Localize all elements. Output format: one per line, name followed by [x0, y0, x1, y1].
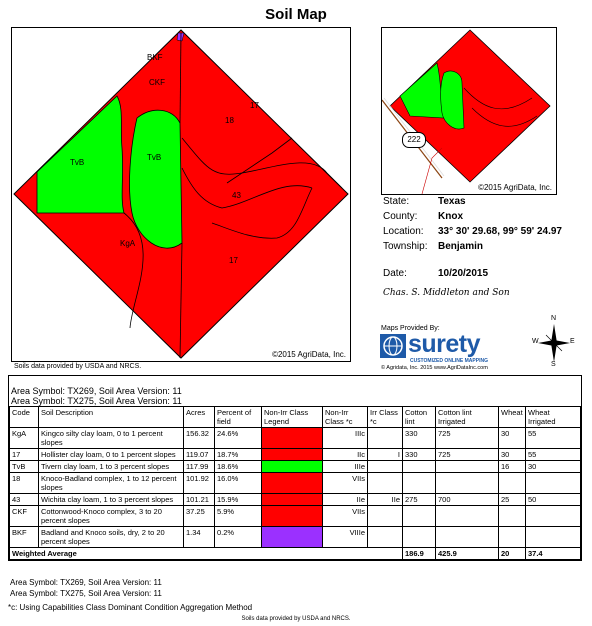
logo-provided-by: Maps Provided By:: [381, 325, 440, 332]
map-unit-tvb-center: [130, 110, 182, 248]
compass-w: W: [532, 338, 539, 345]
table-row[interactable]: [10, 461, 581, 473]
legend-swatch: [262, 461, 323, 473]
cell-pct: 5.9%: [215, 506, 262, 527]
col-nonirr-legend: Non-Irr Class Legend: [262, 407, 323, 428]
cell-wheat: 30: [499, 428, 526, 449]
map-label-43: 43: [232, 191, 241, 200]
cell-pct: 24.6%: [215, 428, 262, 449]
location-label: Location:: [383, 226, 424, 237]
weighted-wheat-irr: 37.4: [526, 548, 581, 560]
date-label: Date:: [383, 268, 407, 279]
cell-cotton: [403, 461, 436, 473]
cell-code: 18: [10, 473, 39, 494]
cell-acres: 37.25: [184, 506, 215, 527]
weighted-cotton-irr: 425.9: [436, 548, 499, 560]
weighted-average-row: [10, 548, 581, 560]
cell-nonirr: VIIs: [323, 506, 368, 527]
cell-nonirr: VIIs: [323, 473, 368, 494]
cell-code: TvB: [10, 461, 39, 473]
col-irr-class: Irr Class *c: [368, 407, 403, 428]
cell-cotton-irr: [436, 473, 499, 494]
main-soil-map[interactable]: [11, 27, 351, 362]
legend-swatch: [262, 449, 323, 461]
cell-wheat: [499, 527, 526, 548]
logo-brand[interactable]: surety: [408, 330, 481, 358]
col-acres: Acres: [184, 407, 215, 428]
cell-cotton: [403, 527, 436, 548]
cell-nonirr: IIc: [323, 449, 368, 461]
inset-map-copyright: ©2015 AgriData, Inc.: [478, 183, 552, 192]
cell-wheat: 25: [499, 494, 526, 506]
cell-wheat: 16: [499, 461, 526, 473]
cell-wheat-irr: [526, 506, 581, 527]
cell-irr: [368, 473, 403, 494]
weighted-average-label: Weighted Average: [10, 548, 403, 560]
map-label-kga: KgA: [120, 239, 136, 248]
col-nonirr-class: Non-Irr Class *c: [323, 407, 368, 428]
cell-desc: Knoco-Badland complex, 1 to 12 percent slopes: [39, 473, 184, 494]
footer-area-symbol-2: Area Symbol: TX275, Soil Area Version: 11: [10, 589, 162, 598]
cell-code: KgA: [10, 428, 39, 449]
page-title: Soil Map: [265, 6, 327, 23]
cell-wheat-irr: [526, 527, 581, 548]
weighted-cotton: 186.9: [403, 548, 436, 560]
col-cotton: Cotton lint: [403, 407, 436, 428]
map-label-ckf: CKF: [149, 78, 165, 87]
cell-nonirr: IIIe: [323, 461, 368, 473]
footer-area-symbol-1: Area Symbol: TX269, Soil Area Version: 11: [10, 578, 162, 587]
cell-desc: Hollister clay loam, 0 to 1 percent slopes: [39, 449, 184, 461]
map-label-18: 18: [225, 116, 234, 125]
cell-desc: Kingco silty clay loam, 0 to 1 percent slopes: [39, 428, 184, 449]
cell-pct: 18.7%: [215, 449, 262, 461]
township-label: Township:: [383, 241, 428, 252]
cell-cotton: [403, 473, 436, 494]
weighted-wheat: 20: [499, 548, 526, 560]
cell-acres: 1.34: [184, 527, 215, 548]
legend-swatch: [262, 494, 323, 506]
cell-wheat-irr: [526, 473, 581, 494]
county-label: County:: [383, 211, 418, 222]
table-row[interactable]: [10, 449, 581, 461]
col-cotton-irr: Cotton lint Irrigated: [436, 407, 499, 428]
township-value: Benjamin: [438, 241, 484, 252]
table-header-row: [10, 407, 581, 428]
compass-e: E: [570, 338, 575, 345]
map-unit-tvb-left: [37, 96, 124, 213]
map-label-17: 17: [229, 256, 238, 265]
cell-code: 17: [10, 449, 39, 461]
soil-table: [9, 406, 581, 560]
cell-desc: Wichita clay loam, 1 to 3 percent slopes: [39, 494, 184, 506]
cell-pct: 16.0%: [215, 473, 262, 494]
cell-code: CKF: [10, 506, 39, 527]
table-area-symbol-1: Area Symbol: TX269, Soil Area Version: 11: [11, 386, 182, 396]
legend-swatch: [262, 428, 323, 449]
surety-globe-icon: [380, 334, 406, 358]
legend-swatch: [262, 506, 323, 527]
cell-irr: [368, 428, 403, 449]
cell-cotton: 275: [403, 494, 436, 506]
col-description: Soil Description: [39, 407, 184, 428]
map-label-bkf: BKF: [147, 53, 163, 62]
table-row[interactable]: [10, 527, 581, 548]
cell-desc: Cottonwood-Knoco complex, 3 to 20 percent slopes: [39, 506, 184, 527]
cell-code: BKF: [10, 527, 39, 548]
cell-desc: Tivern clay loam, 1 to 3 percent slopes: [39, 461, 184, 473]
footer-method-note: *c: Using Capabilities Class Dominant Condition Aggregation Method: [8, 603, 253, 612]
cell-nonirr: IIe: [323, 494, 368, 506]
logo-footer: © Agridata, Inc. 2015 www.AgriDataInc.com: [381, 365, 488, 371]
main-map-copyright: ©2015 AgriData, Inc.: [272, 350, 346, 359]
inset-map-svg: [382, 28, 556, 194]
cell-cotton-irr: 725: [436, 428, 499, 449]
cell-cotton-irr: [436, 527, 499, 548]
legend-swatch: [262, 473, 323, 494]
cell-cotton-irr: 725: [436, 449, 499, 461]
cell-irr: I: [368, 449, 403, 461]
cell-cotton-irr: 700: [436, 494, 499, 506]
map-label-tvb-left: TvB: [70, 158, 85, 167]
cell-irr: IIe: [368, 494, 403, 506]
cell-irr: [368, 527, 403, 548]
compass-s: S: [551, 361, 556, 368]
cell-desc: Badland and Knoco soils, dry, 2 to 20 percent slopes: [39, 527, 184, 548]
cell-acres: 101.21: [184, 494, 215, 506]
cell-cotton: 330: [403, 428, 436, 449]
map-label-tvb-center: TvB: [147, 153, 162, 162]
cell-irr: [368, 506, 403, 527]
logo-tagline: CUSTOMIZED ONLINE MAPPING: [410, 358, 488, 364]
soil-map-svg: [12, 28, 350, 361]
cell-nonirr: VIIIe: [323, 527, 368, 548]
table-row[interactable]: [10, 428, 581, 449]
table-row[interactable]: [10, 494, 581, 506]
col-percent: Percent of field: [215, 407, 262, 428]
table-row[interactable]: [10, 473, 581, 494]
cell-acres: 117.99: [184, 461, 215, 473]
map-label-17-top: 17: [250, 101, 259, 110]
state-value: Texas: [438, 196, 466, 207]
soil-table-panel: [8, 375, 582, 561]
cell-pct: 0.2%: [215, 527, 262, 548]
cell-cotton-irr: [436, 506, 499, 527]
col-wheat: Wheat: [499, 407, 526, 428]
location-value: 33° 30' 29.68, 99° 59' 24.97: [438, 226, 562, 237]
cell-acres: 156.32: [184, 428, 215, 449]
cell-wheat: [499, 506, 526, 527]
table-row[interactable]: [10, 506, 581, 527]
road-shield-222: 222: [402, 132, 426, 148]
cell-wheat: 30: [499, 449, 526, 461]
cell-nonirr: IIIc: [323, 428, 368, 449]
cell-cotton: 330: [403, 449, 436, 461]
cell-acres: 101.92: [184, 473, 215, 494]
inset-location-map[interactable]: [381, 27, 557, 195]
cell-cotton: [403, 506, 436, 527]
main-map-source-note: Soils data provided by USDA and NRCS.: [14, 363, 142, 370]
cell-wheat: [499, 473, 526, 494]
compass-n: N: [551, 315, 557, 322]
cell-wheat-irr: 30: [526, 461, 581, 473]
cell-pct: 15.9%: [215, 494, 262, 506]
table-area-symbol-2: Area Symbol: TX275, Soil Area Version: 11: [11, 396, 182, 406]
signature: Chas. S. Middleton and Son: [383, 288, 510, 298]
county-value: Knox: [438, 211, 463, 222]
col-wheat-irr: Wheat Irrigated: [526, 407, 581, 428]
cell-pct: 18.6%: [215, 461, 262, 473]
cell-code: 43: [10, 494, 39, 506]
cell-wheat-irr: 55: [526, 449, 581, 461]
cell-wheat-irr: 50: [526, 494, 581, 506]
cell-wheat-irr: 55: [526, 428, 581, 449]
cell-cotton-irr: [436, 461, 499, 473]
cell-irr: [368, 461, 403, 473]
footer-source-note: Soils data provided by USDA and NRCS.: [241, 616, 351, 622]
state-label: State:: [383, 196, 410, 207]
legend-swatch: [262, 527, 323, 548]
date-value: 10/20/2015: [438, 268, 489, 279]
cell-acres: 119.07: [184, 449, 215, 461]
col-code: Code: [10, 407, 39, 428]
compass-rose-icon: [532, 315, 575, 368]
